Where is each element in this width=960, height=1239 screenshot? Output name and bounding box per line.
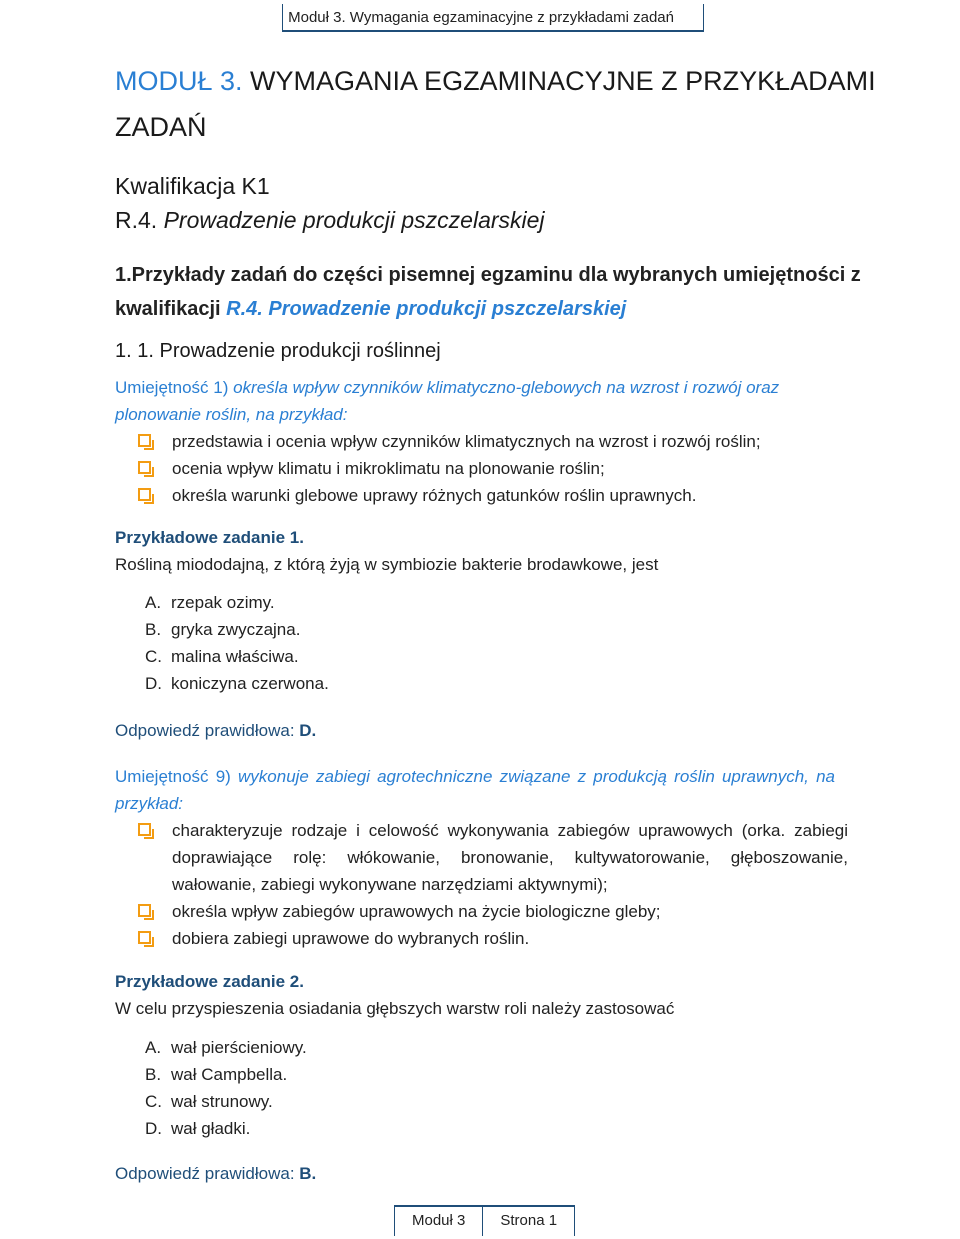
skill-9-bullets — [138, 817, 848, 952]
skill-1-bullets — [138, 428, 858, 509]
task-1-label: Przykładowe zadanie 1. — [115, 528, 304, 547]
answer-option: A. wał pierścieniowy. — [145, 1038, 307, 1057]
checkbox-bullet-icon — [138, 823, 151, 836]
list-item: określa warunki glebowe uprawy różnych gatunków roślin uprawnych. — [138, 482, 858, 509]
task-1-question: Rośliną miododajną, z którą żyją w symbiozie bakterie brodawkowe, jest — [115, 555, 659, 574]
task-2-label: Przykładowe zadanie 2. — [115, 972, 304, 991]
section-title: 1. 1. Prowadzenie produkcji roślinnej — [115, 340, 441, 362]
answer-option: C. wał strunowy. — [145, 1092, 273, 1111]
skill-9-description — [115, 763, 835, 817]
list-item: dobiera zabiegi uprawowe do wybranych roślin. — [138, 925, 848, 952]
checkbox-bullet-icon — [138, 931, 151, 944]
checkbox-bullet-icon — [138, 904, 151, 917]
module-title-rest: WYMAGANIA EGZAMINACYJNE Z PRZYKŁADAMI ZADAŃ — [115, 66, 876, 142]
task-1-answers — [145, 589, 329, 697]
module-title — [115, 58, 895, 150]
checkbox-bullet-icon — [138, 488, 151, 501]
qualification-title: Prowadzenie produkcji pszczelarskiej — [157, 207, 545, 233]
task-2-correct-answer: Odpowiedź prawidłowa: B. — [115, 1164, 317, 1183]
checkbox-bullet-icon — [138, 434, 151, 447]
answer-option: C. malina właściwa. — [145, 647, 299, 666]
footer-module: Moduł 3 — [394, 1207, 483, 1236]
answer-option: D. wał gładki. — [145, 1119, 251, 1138]
examples-heading — [115, 258, 875, 326]
skill-1-description — [115, 374, 835, 428]
list-item: charakteryzuje rodzaje i celowość wykonywania zabiegów uprawowych (orka. zabiegi doprawiające rolę: włókowanie, bronowanie, kultywatorowanie, głęboszowanie, wałowanie, zabiegi wykonywane narzędziami aktywnymi); — [138, 817, 848, 898]
examples-heading-text: 1.Przykłady zadań do części pisemnej egzaminu dla wybranych umiejętności z kwalifikacji — [115, 264, 861, 320]
checkbox-bullet-icon — [138, 461, 151, 474]
skill-9-label: Umiejętność 9) — [115, 767, 231, 786]
answer-option: D. koniczyna czerwona. — [145, 674, 329, 693]
answer-option: B. wał Campbella. — [145, 1065, 288, 1084]
skill-9-text: wykonuje zabiegi agrotechniczne związane z produkcją roślin uprawnych, na przykład: — [115, 767, 835, 813]
task-2-question: W celu przyspieszenia osiadania głębszych warstw roli należy zastosować — [115, 999, 675, 1018]
skill-1-label: Umiejętność 1) — [115, 378, 229, 397]
qualification-name — [115, 207, 545, 234]
answer-option: A. rzepak ozimy. — [145, 593, 275, 612]
qualification-code: R.4. — [115, 207, 158, 233]
task-2-answers — [145, 1034, 307, 1142]
page-footer — [394, 1205, 575, 1236]
list-item: przedstawia i ocenia wpływ czynników klimatycznych na wzrost i rozwój roślin; — [138, 428, 858, 455]
examples-heading-italic: R.4. Prowadzenie produkcji pszczelarskiej — [226, 298, 627, 320]
module-title-prefix: MODUŁ 3. — [115, 66, 243, 96]
list-item: określa wpływ zabiegów uprawowych na życie biologiczne gleby; — [138, 898, 848, 925]
footer-page-number: Strona 1 — [483, 1207, 575, 1236]
answer-option: B. gryka zwyczajna. — [145, 620, 301, 639]
task-1-correct-answer: Odpowiedź prawidłowa: D. — [115, 721, 317, 740]
qualification-label: Kwalifikacja K1 — [115, 173, 270, 199]
skill-1-text: określa wpływ czynników klimatyczno-glebowych na wzrost i rozwój oraz plonowanie roślin, na przykład: — [115, 378, 780, 424]
list-item: ocenia wpływ klimatu i mikroklimatu na plonowanie roślin; — [138, 455, 858, 482]
running-header: Moduł 3. Wymagania egzaminacyjne z przykładami zadań — [288, 9, 674, 26]
